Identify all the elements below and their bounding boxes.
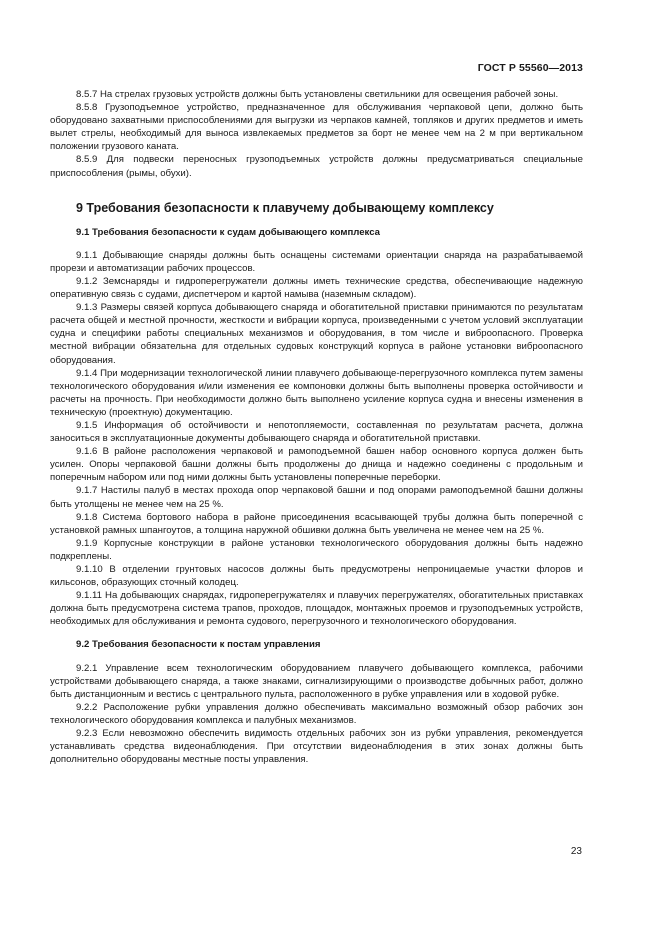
page-number: 23 — [570, 846, 582, 857]
paragraph-9-1-1: 9.1.1 Добывающие снаряды должны быть оснащены системами ориентации снаряда на разрабатываемой прорези и автоматизации рабочих процессов. — [50, 249, 583, 274]
document-body — [50, 88, 583, 766]
paragraph-9-1-9: 9.1.9 Корпусные конструкции в районе установки технологического оборудования должны быть надежно подкреплены. — [50, 537, 583, 562]
paragraph-8-5-8: 8.5.8 Грузоподъемное устройство, предназначенное для обслуживания черпаковой цепи, должно быть оборудовано захватными приспособлениями для выгрузки из черпаков камней, топляков и других предметов и иметь вылет стрелы, необходимый для выноса извлекаемых предметов за борт не менее чем на 2 м при вертикальном положении грузового каната. — [50, 102, 583, 153]
paragraph-8-5-7: 8.5.7 На стрелах грузовых устройств должны быть установлены светильники для освещения рабочей зоны. — [76, 89, 559, 100]
subsection-9-1-heading: 9.1 Требования безопасности к судам добывающего комплекса — [76, 226, 381, 238]
paragraph-9-2-3: 9.2.3 Если невозможно обеспечить видимость отдельных рабочих зон из рубки управления, рекомендуется устанавливать средства видеонаблюдения. При отсутствии видеонаблюдения в этих зонах должны быть дополнительно оборудованы местные посты управления. — [50, 728, 583, 766]
paragraph-8-5-9: 8.5.9 Для подвески переносных грузоподъемных устройств должны предусматриваться специальные приспособления (рымы, обухи). — [50, 154, 583, 179]
paragraph-9-2-1: 9.2.1 Управление всем технологическим оборудованием плавучего добывающего комплекса, рабочими устройствами добывающего снаряда, а также знаками, сигнализирующими о производстве добычных работ, должно быть дистанционным и вестись с центрального пульта, расположенного в рубке управления или в ходовой рубке. — [50, 662, 583, 700]
section-9-heading: 9 Требования безопасности к плавучему добывающему комплексу — [76, 200, 494, 215]
paragraph-9-1-8: 9.1.8 Система бортового набора в районе присоединения всасывающей трубы должна быть поперечной с установкой рамных шпангоутов, а толщина наружной обшивки должна быть увеличена не менее чем на 25 %. — [50, 511, 583, 536]
paragraph-9-1-4: 9.1.4 При модернизации технологической линии плавучего добывающе-перегрузочного комплекса путем замены технологического оборудования и/или изменения ее компоновки должны быть выполнены проверка остойчивости и расчеты на прочность. При необходимости должно быть выполнено усиление корпуса судна и внесены изменения в техническую (проектную) документацию. — [50, 367, 583, 418]
paragraph-9-1-11: 9.1.11 На добывающих снарядах, гидроперегружателях и плавучих перегружателях, обогатительных приставках должна быть предусмотрена система трапов, проходов, площадок, монтажных проемов и грузоподъемных устройств, необходимых для обслуживания и ремонта судового, перегрузочного и технологического оборудования. — [50, 590, 583, 628]
document-header: ГОСТ Р 55560—2013 — [477, 62, 583, 74]
paragraph-9-1-6: 9.1.6 В районе расположения черпаковой и рамоподъемной башен набор основного корпуса должен быть усилен. Опоры черпаковой башни должны быть продолжены до днища и надежно соединены с продольным и поперечным набором или под ними должны быть установлены поперечные переборки. — [50, 446, 583, 484]
paragraph-9-1-7: 9.1.7 Настилы палуб в местах прохода опор черпаковой башни и под опорами рамоподъемной башни должны быть утолщены не менее чем на 25 %. — [50, 485, 583, 510]
paragraph-9-2-2: 9.2.2 Расположение рубки управления должно обеспечивать максимально возможный обзор рабочих зон технологического оборудования комплекса и палубных механизмов. — [50, 701, 583, 726]
paragraph-9-1-10: 9.1.10 В отделении грунтовых насосов должны быть предусмотрены непроницаемые участки флоров и кильсонов, образующих сточный колодец. — [50, 564, 583, 589]
paragraph-9-1-5: 9.1.5 Информация об остойчивости и непотопляемости, составленная по результатам расчета, должна заноситься в эксплуатационные документы добывающего снаряда и обогатительной приставки. — [50, 419, 583, 445]
paragraph-9-1-2: 9.1.2 Земснаряды и гидроперегружатели должны иметь технические средства, обеспечивающие надежную оперативную связь с судами, диспетчером и картой намыва (наземным складом). — [50, 275, 583, 301]
paragraph-9-1-3: 9.1.3 Размеры связей корпуса добывающего снаряда и обогатительной приставки принимаются по результатам расчета общей и местной прочности, жесткости и вибрации корпуса, произведенными с учетом условий эксплуатации судна и специфики работы специальных механизмов и оборудования, в том числе и виброопасного. Проверка местной вибрации обязательна для отдельных судовых конструкций корпуса в районе установки виброопасного оборудования. — [50, 302, 583, 366]
subsection-9-2-heading: 9.2 Требования безопасности к постам управления — [76, 639, 321, 651]
